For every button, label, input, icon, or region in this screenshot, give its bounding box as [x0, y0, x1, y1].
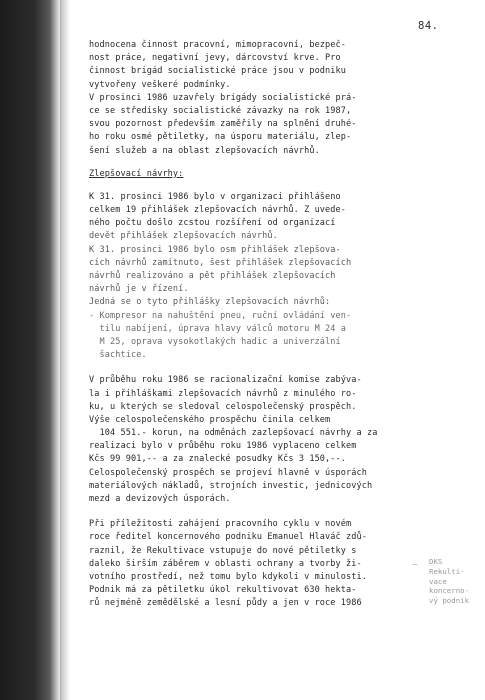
text-line: Kčs 99 901,-- a za znalecké posudky Kčs 3 150,--.: [89, 454, 347, 465]
text-line: cích návrhů zamítnuto, šest přihlášek zlepšovacích: [89, 257, 352, 268]
text-line: 104 551.- korun, na odměnách zazlepšovací návrhy a za: [89, 428, 378, 439]
text-line: tilu nabíjení, úprava hlavy válců motoru M 24 a: [89, 323, 347, 334]
text-line: ného počtu došlo zcstou rozšíření od organizací: [89, 218, 336, 229]
list-item: - Kompresor na nahuštění pneu, ruční ovládání ven-: [89, 310, 352, 321]
text-line: la i přihláškami zlepšovacích návrhů z minulého ro-: [89, 388, 357, 399]
text-line: návrhů je v řízení.: [89, 284, 189, 295]
text-line: svou pozornost především zaměřily na splnění druhé-: [89, 119, 357, 130]
text-line: celkem 19 přihlášek zlepšovacích návrhů. Z uvede-: [89, 205, 347, 216]
text-line: realizaci bylo v průběhu roku 1986 vyplaceno celkem: [89, 441, 357, 452]
text-line: devět přihlášek zlepšovacích návrhů.: [89, 231, 278, 242]
paragraph-director-statement: [89, 518, 419, 610]
text-line: činnost brigád socialistické práce jsou v podniku: [89, 66, 347, 77]
paragraph-brigade-commitments: [89, 92, 419, 158]
text-line: Celospolečenský prospěch se projeví hlavně v úsporách: [89, 467, 368, 478]
margin-mark: _: [412, 556, 418, 566]
margin-note: [429, 557, 485, 606]
margin-note-line: koncerno-: [429, 586, 470, 596]
text-line: Podnik má za pětiletku úkol rekultivovat 630 hekta-: [89, 585, 357, 596]
text-line: ku, u kterých se sledoval celospolečenský prospěch.: [89, 401, 357, 412]
paragraph-brigade-evaluation: [89, 39, 419, 92]
typed-text-body: [89, 39, 419, 611]
text-line: Jedná se o tyto přihlášky zlepšovacích návrhů:: [89, 297, 331, 308]
text-line: daleko širším záběrem v oblasti ochrany a tvorby ži-: [89, 558, 362, 569]
text-line: mezd a devizových úsporách.: [89, 494, 231, 504]
text-line: vytvořeny veškeré podmínky.: [89, 79, 231, 90]
text-line: K 31. prosinci 1986 bylo v organizaci přihlášeno: [89, 191, 341, 202]
margin-note-line: Rekulti-: [429, 566, 465, 576]
text-line: K 31. prosinci 1986 bylo osm přihlášek zlepšova-: [89, 244, 341, 255]
margin-note-line: vace: [429, 576, 447, 586]
text-line: M 25, oprava vysokotlakých hadic a univerzální: [89, 336, 341, 347]
text-line: V průběhu roku 1986 se racionalizační komise zabýva-: [89, 375, 362, 386]
text-line: návrhů realizováno a pět přihlášek zlepšovacích: [89, 271, 336, 281]
binding-edge-shadow: [60, 0, 70, 700]
section-heading-improvement-proposals: Zlepšovací návrhy:: [89, 168, 184, 179]
text-line: votního prostředí, než tomu bylo kdykoli v minulosti.: [89, 571, 368, 582]
paragraph-proposals-list: [89, 296, 419, 362]
text-line: ce se středisky socialistické závazky na rok 1987,: [89, 105, 352, 116]
text-line: V prosinci 1986 uzavřely brigády socialistické prá-: [89, 92, 357, 103]
text-line: hodnocena činnost pracovní, mimopracovní, bezpeč-: [89, 40, 347, 50]
text-line: šachtice.: [89, 350, 147, 361]
paragraph-proposals-status: [89, 244, 419, 297]
paragraph-proposals-submitted: [89, 191, 419, 244]
text-line: rů nejméně zemědělské a lesní půdy a jen v roce 1986: [89, 598, 362, 609]
text-line: šení služeb a na oblast zlepšovacích návrhů.: [89, 145, 320, 156]
page-number: 84.: [418, 20, 439, 32]
text-line: raznil, že Rekultivace vstupuje do nové pětiletky s: [89, 545, 357, 556]
binding-shadow: [0, 0, 62, 700]
text-line: nost práce, negativní jevy, dárcovství krve. Pro: [89, 53, 341, 64]
paragraph-rationalization-commission: [89, 374, 419, 506]
text-line: ho roku osmé pětiletky, na úsporu materiálu, zlep-: [89, 132, 352, 143]
text-line: materiálových nákladů, strojních investic, jednicových: [89, 480, 373, 491]
text-line: roce ředitel koncernového podniku Emanuel Hlaváč zdů-: [89, 532, 368, 543]
margin-note-line: vý podnik: [429, 596, 470, 606]
margin-note-line: DKS: [429, 557, 443, 566]
text-line: Výše celospolečenského prospěchu činila celkem: [89, 414, 331, 425]
text-line: Při příležitosti zahájení pracovního cyklu v novém: [89, 519, 352, 530]
